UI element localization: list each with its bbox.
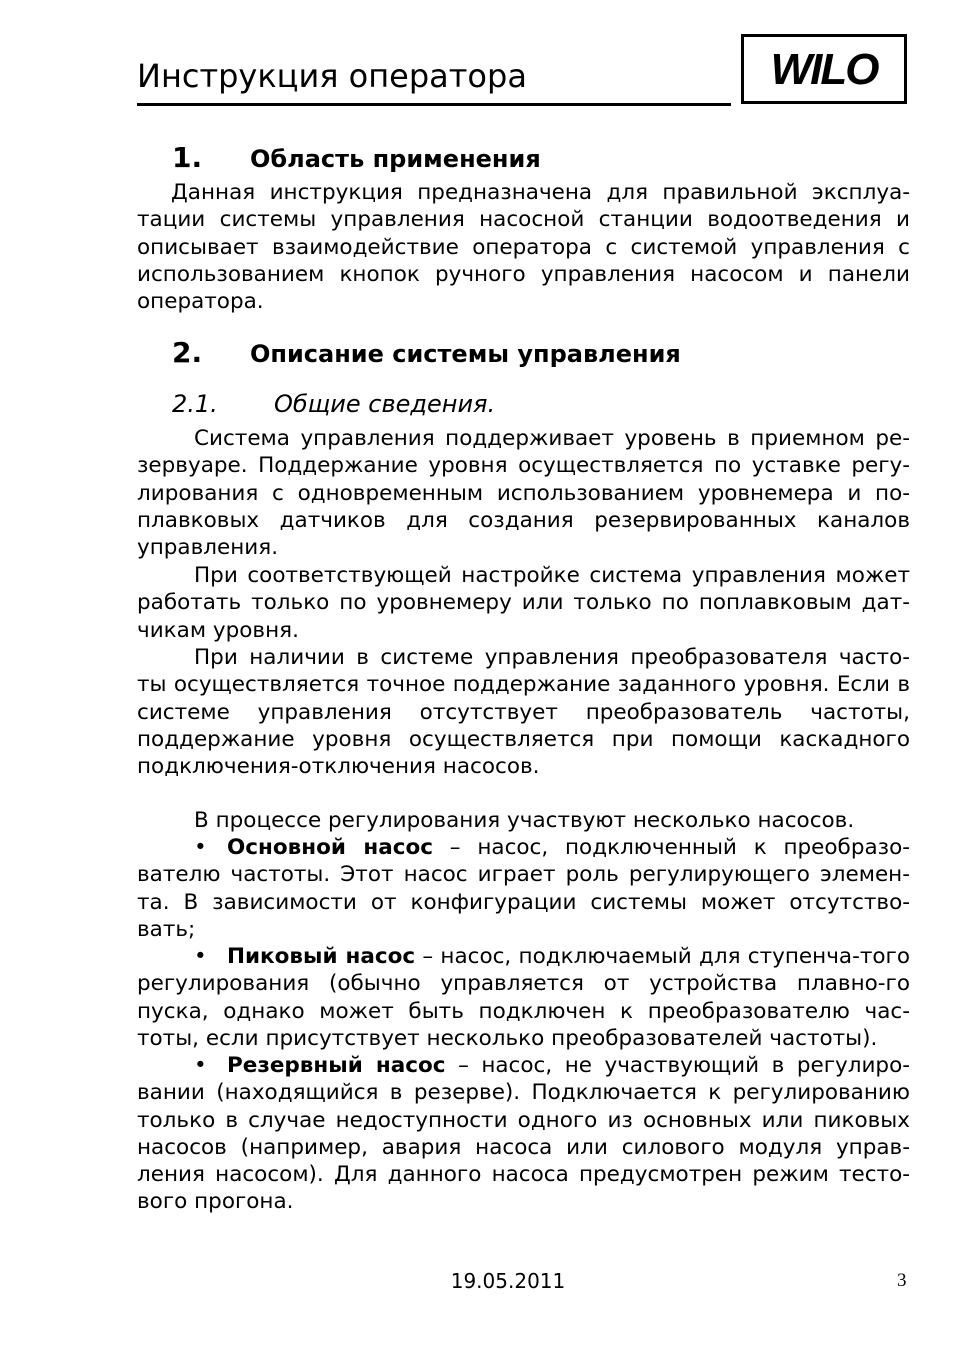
subsection-2-1-heading bbox=[172, 389, 495, 419]
bullet-main-pump bbox=[137, 834, 910, 943]
bullet-text: – насос, подключенный к преобразо-вателю частоты. Этот насос играет роль регулирующего элемен-та. В зависимости от конфигурации системы может отсутство-вать; bbox=[137, 835, 910, 942]
bullet-term: Пиковый насос bbox=[227, 944, 416, 969]
svg-text:WILO: WILO bbox=[770, 45, 878, 94]
section-2-heading bbox=[172, 338, 681, 369]
paragraph-level-control: Система управления поддерживает уровень в приемном ре-зервуаре. Поддержание уровня осуществляется по уставке регу-лирования с одновременным использованием уровнемера и по-плавковых датчиков для создания резервированных каналов управления. bbox=[137, 426, 910, 561]
bullet-term: Основной насос bbox=[227, 835, 434, 860]
paragraph-frequency-converter: При наличии в системе управления преобразователя часто-ты осуществляется точное поддержание заданного уровня. Если в системе управления отсутствует преобразователь частоты, поддержание уровня осуществляется при помощи каскадного подключения-отключения насосов. bbox=[137, 645, 910, 780]
bullet-term: Резервный насос bbox=[227, 1053, 446, 1078]
section-2-title: Описание системы управления bbox=[250, 340, 681, 368]
header-rule bbox=[137, 103, 731, 106]
subsection-2-1-title: Общие сведения. bbox=[274, 390, 496, 418]
bullet-peak-pump bbox=[137, 943, 910, 1052]
section-2-number: 2. bbox=[172, 336, 203, 369]
bullet-mark: • bbox=[194, 944, 207, 969]
wilo-logo bbox=[741, 34, 907, 104]
page-number: 3 bbox=[897, 1270, 907, 1291]
paragraph-pumps-intro: В процессе регулирования участвуют несколько насосов. bbox=[194, 808, 855, 833]
bullet-mark: • bbox=[194, 1053, 207, 1078]
section-1-paragraph: Данная инструкция предназначена для правильной эксплуа-тации системы управления насосной станции водоотведения и описывает взаимодействие оператора с системой управления с использованием кнопок ручного управления насосом и панели оператора. bbox=[137, 180, 910, 315]
page-header-title: Инструкция оператора bbox=[137, 57, 527, 95]
section-1-title: Область применения bbox=[250, 145, 541, 173]
bullet-mark: • bbox=[194, 835, 207, 860]
subsection-2-1-number: 2.1. bbox=[172, 390, 218, 418]
wilo-logo-mark bbox=[749, 44, 899, 94]
section-1-number: 1. bbox=[172, 141, 203, 174]
section-1-heading bbox=[172, 143, 541, 174]
bullet-text: – насос, не участвующий в регулиро-вании (находящийся в резерве). Подключается к регулированию только в случае недоступности одного из основных или пиковых насосов (например, авария насоса или силового модуля управ-ления насосом). Для данного насоса предусмотрен режим тесто-вого прогона. bbox=[137, 1053, 910, 1215]
footer-date: 19.05.2011 bbox=[450, 1269, 566, 1293]
bullet-text: – насос, подключаемый для ступенча-того регулирования (обычно управляется от устройства плавно-го пуска, однако может быть подключен к преобразователю час-тоты, если присутствует несколько преобразователей частоты). bbox=[137, 944, 910, 1051]
paragraph-setup-modes: При соответствующей настройке система управления может работать только по уровнемеру или только по поплавковым дат-чикам уровня. bbox=[137, 563, 910, 643]
bullet-reserve-pump bbox=[137, 1052, 910, 1216]
